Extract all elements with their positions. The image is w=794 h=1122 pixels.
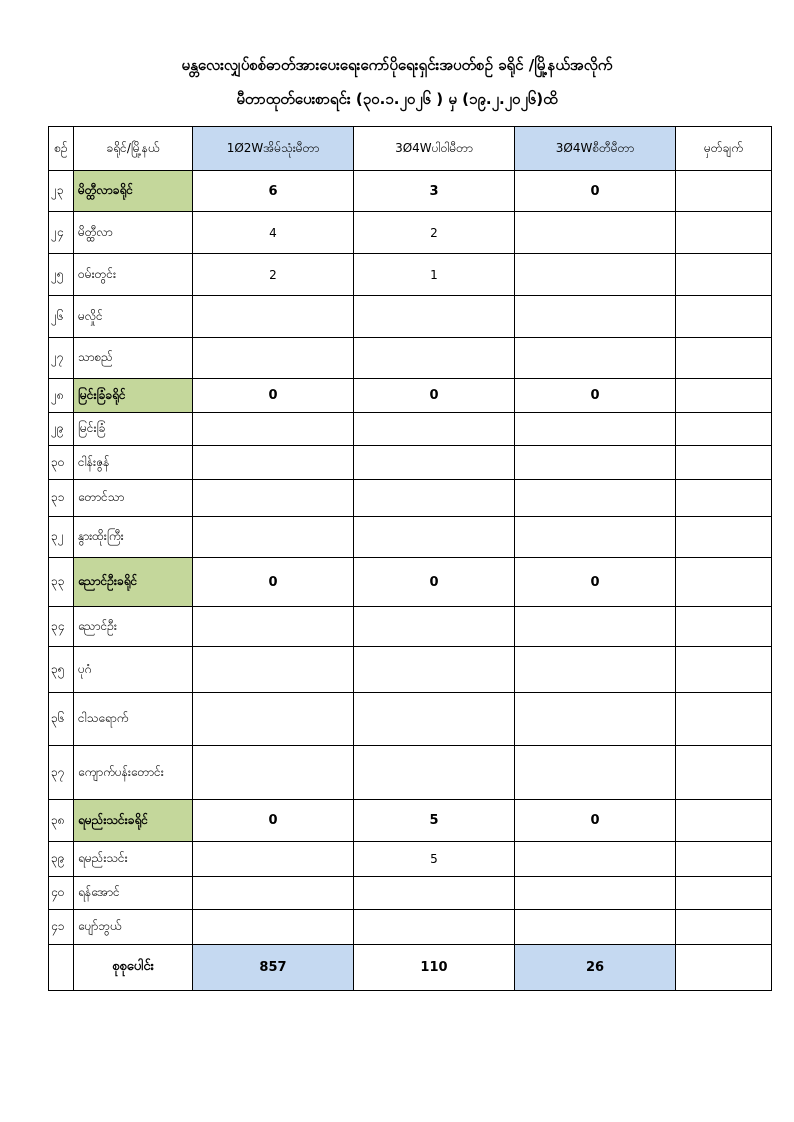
row-serial: ၃၃	[49, 558, 74, 607]
row-power-meter: 0	[354, 558, 515, 607]
row-ct-meter	[515, 910, 676, 945]
row-ct-meter	[515, 877, 676, 910]
row-ct-meter	[515, 254, 676, 296]
row-name: ညောင်ဦးခရိုင်	[74, 558, 193, 607]
row-single-phase	[193, 910, 354, 945]
row-name: ငါသရောက်	[74, 693, 193, 746]
row-power-meter	[354, 480, 515, 517]
row-power-meter: 2	[354, 212, 515, 254]
row-remarks	[676, 647, 772, 693]
header-ct-meter: 3Ø4Wစီတီမီတာ	[515, 127, 676, 171]
total-serial	[49, 945, 74, 991]
row-remarks	[676, 296, 772, 338]
row-name: ကျောက်ပန်းတောင်း	[74, 746, 193, 800]
header-single-phase-meter: 1Ø2Wအိမ်သုံးမီတာ	[193, 127, 354, 171]
row-ct-meter: 0	[515, 379, 676, 413]
row-serial: ၃၆	[49, 693, 74, 746]
row-name: မလှိုင်	[74, 296, 193, 338]
row-ct-meter	[515, 693, 676, 746]
row-power-meter: 5	[354, 800, 515, 842]
row-name: ဝမ်းတွင်း	[74, 254, 193, 296]
row-name: သာစည်	[74, 338, 193, 379]
row-ct-meter	[515, 446, 676, 480]
row-remarks	[676, 693, 772, 746]
row-remarks	[676, 212, 772, 254]
row-ct-meter	[515, 296, 676, 338]
row-power-meter	[354, 607, 515, 647]
row-remarks	[676, 607, 772, 647]
township-row	[49, 296, 772, 338]
row-single-phase	[193, 296, 354, 338]
row-power-meter	[354, 693, 515, 746]
report-title: မန္တလေးလျှပ်စစ်ဓာတ်အားပေးရေးကော်ပိုရေးရှင်းအပတ်စဉ် ခရိုင် /မြို့နယ်အလိုက်	[181, 56, 613, 74]
row-remarks	[676, 910, 772, 945]
row-serial: ၄၀	[49, 877, 74, 910]
row-single-phase	[193, 446, 354, 480]
row-power-meter: 5	[354, 842, 515, 877]
township-row	[49, 746, 772, 800]
row-ct-meter	[515, 480, 676, 517]
row-serial: ၂၆	[49, 296, 74, 338]
township-row	[49, 212, 772, 254]
township-row	[49, 910, 772, 945]
township-row	[49, 842, 772, 877]
township-row	[49, 338, 772, 379]
township-row	[49, 877, 772, 910]
row-remarks	[676, 800, 772, 842]
row-serial: ၃၂	[49, 517, 74, 558]
row-serial: ၂၇	[49, 338, 74, 379]
district-row	[49, 800, 772, 842]
row-serial: ၃၄	[49, 607, 74, 647]
row-name: ညောင်ဦး	[74, 607, 193, 647]
row-serial: ၂၉	[49, 413, 74, 446]
row-remarks	[676, 558, 772, 607]
row-single-phase	[193, 517, 354, 558]
row-remarks	[676, 746, 772, 800]
row-ct-meter: 0	[515, 558, 676, 607]
township-row	[49, 480, 772, 517]
row-remarks	[676, 171, 772, 212]
row-single-phase: 0	[193, 379, 354, 413]
row-single-phase	[193, 480, 354, 517]
header-serial: စဉ်	[49, 127, 74, 171]
row-serial: ၂၃	[49, 171, 74, 212]
row-single-phase	[193, 338, 354, 379]
row-single-phase: 0	[193, 558, 354, 607]
row-remarks	[676, 877, 772, 910]
row-serial: ၃၁	[49, 480, 74, 517]
row-name: ပျော်ဘွယ်	[74, 910, 193, 945]
row-ct-meter: 0	[515, 800, 676, 842]
row-single-phase: 6	[193, 171, 354, 212]
township-row	[49, 517, 772, 558]
row-ct-meter	[515, 212, 676, 254]
total-power-meter: 110	[354, 945, 515, 991]
township-row	[49, 647, 772, 693]
row-remarks	[676, 413, 772, 446]
report-subtitle: မီတာထုတ်ပေးစာရင်း (၃၀.၁.၂၀၂၆ ) မှ (၁၉.၂.၂၀၂၆)ထိ	[236, 90, 558, 108]
row-remarks	[676, 480, 772, 517]
row-single-phase: 0	[193, 800, 354, 842]
row-serial: ၄၁	[49, 910, 74, 945]
row-serial: ၃၀	[49, 446, 74, 480]
row-name: မြင်းခြံခရိုင်	[74, 379, 193, 413]
row-name: ရမည်းသင်း	[74, 842, 193, 877]
row-serial: ၂၅	[49, 254, 74, 296]
row-power-meter: 0	[354, 379, 515, 413]
row-power-meter	[354, 647, 515, 693]
meter-report-table	[48, 126, 772, 991]
township-row	[49, 413, 772, 446]
row-power-meter	[354, 446, 515, 480]
row-name: ပုဂံ	[74, 647, 193, 693]
row-single-phase	[193, 842, 354, 877]
township-row	[49, 446, 772, 480]
row-ct-meter	[515, 647, 676, 693]
row-remarks	[676, 379, 772, 413]
township-row	[49, 693, 772, 746]
row-name: တောင်သာ	[74, 480, 193, 517]
row-power-meter: 3	[354, 171, 515, 212]
row-single-phase: 4	[193, 212, 354, 254]
row-single-phase	[193, 746, 354, 800]
district-row	[49, 379, 772, 413]
row-ct-meter	[515, 338, 676, 379]
row-serial: ၃၈	[49, 800, 74, 842]
total-remarks	[676, 945, 772, 991]
total-label: စုစုပေါင်း	[74, 945, 193, 991]
row-power-meter	[354, 517, 515, 558]
row-ct-meter	[515, 413, 676, 446]
row-serial: ၂၄	[49, 212, 74, 254]
row-power-meter	[354, 746, 515, 800]
row-name: မိတ္ထီလာခရိုင်	[74, 171, 193, 212]
row-ct-meter	[515, 517, 676, 558]
row-single-phase	[193, 607, 354, 647]
row-serial: ၂၈	[49, 379, 74, 413]
row-name: နွားထိုးကြီး	[74, 517, 193, 558]
row-name: ရန်အောင်	[74, 877, 193, 910]
table-header-row	[49, 127, 772, 171]
row-ct-meter: 0	[515, 171, 676, 212]
row-power-meter	[354, 338, 515, 379]
row-name: မြင်းခြံ	[74, 413, 193, 446]
district-row	[49, 558, 772, 607]
row-single-phase	[193, 413, 354, 446]
row-name: မိတ္ထီလာ	[74, 212, 193, 254]
row-remarks	[676, 254, 772, 296]
row-ct-meter	[515, 842, 676, 877]
header-power-meter: 3Ø4Wပါဝါမီတာ	[354, 127, 515, 171]
row-single-phase	[193, 693, 354, 746]
total-ct-meter: 26	[515, 945, 676, 991]
row-remarks	[676, 517, 772, 558]
row-serial: ၃၅	[49, 647, 74, 693]
row-remarks	[676, 338, 772, 379]
row-serial: ၃၉	[49, 842, 74, 877]
header-remarks: မှတ်ချက်	[676, 127, 772, 171]
row-remarks	[676, 842, 772, 877]
row-ct-meter	[515, 746, 676, 800]
row-name: ရမည်းသင်းခရိုင်	[74, 800, 193, 842]
row-ct-meter	[515, 607, 676, 647]
total-single-phase: 857	[193, 945, 354, 991]
row-serial: ၃၇	[49, 746, 74, 800]
row-power-meter	[354, 877, 515, 910]
row-power-meter: 1	[354, 254, 515, 296]
row-single-phase: 2	[193, 254, 354, 296]
row-single-phase	[193, 877, 354, 910]
township-row	[49, 254, 772, 296]
township-row	[49, 607, 772, 647]
row-name: ငါန်းဇွန်	[74, 446, 193, 480]
row-remarks	[676, 446, 772, 480]
row-power-meter	[354, 413, 515, 446]
row-power-meter	[354, 296, 515, 338]
total-row	[49, 945, 772, 991]
district-row	[49, 171, 772, 212]
row-single-phase	[193, 647, 354, 693]
header-district-township: ခရိုင်/မြို့နယ်	[74, 127, 193, 171]
row-power-meter	[354, 910, 515, 945]
